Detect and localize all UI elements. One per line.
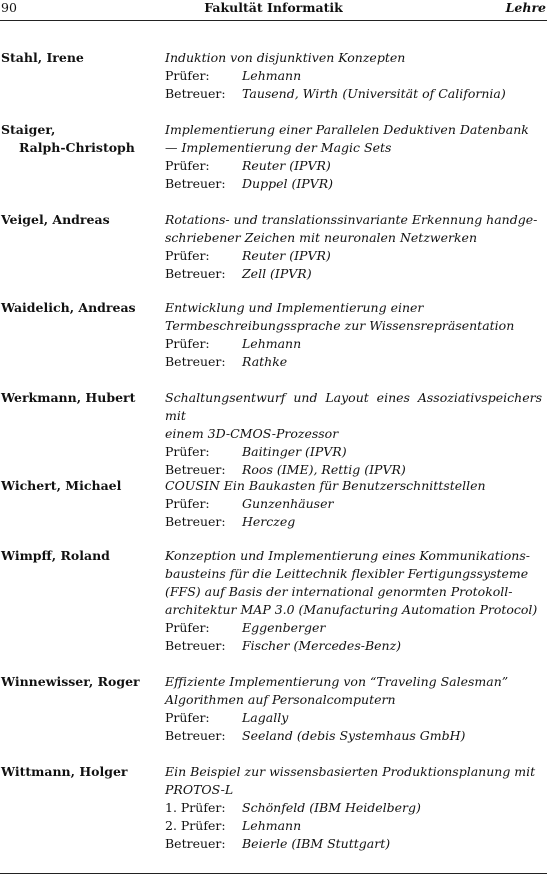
role-label: Prüfer: — [165, 444, 210, 459]
role-person: Schönfeld (IBM Heidelberg) — [242, 800, 421, 815]
thesis-title-line: Effiziente Implementierung von “Traveling Salesman” — [165, 674, 509, 689]
role-label: Betreuer: — [165, 462, 226, 477]
role-person: Reuter (IPVR) — [242, 248, 331, 263]
role-label: Prüfer: — [165, 710, 210, 725]
student-name-line: Waidelich, Andreas — [1, 300, 136, 315]
role-row — [165, 835, 542, 853]
role-row — [165, 619, 542, 637]
thesis-details — [165, 673, 542, 745]
role-person: Baitinger (IPVR) — [242, 444, 347, 459]
role-row — [165, 727, 542, 745]
role-row — [165, 335, 542, 353]
student-name-line: Veigel, Andreas — [1, 212, 110, 227]
student-name — [1, 547, 161, 565]
thesis-title-line: (FFS) auf Basis der international genormten Protokoll- — [165, 584, 513, 599]
role-row — [165, 353, 542, 371]
role-label: Prüfer: — [165, 68, 210, 83]
role-person: Lagally — [242, 710, 289, 725]
student-name-line: Stahl, Irene — [1, 50, 84, 65]
role-label: Prüfer: — [165, 158, 210, 173]
student-name-line: Wichert, Michael — [1, 478, 122, 493]
thesis-title-line: Schaltungsentwurf und Layout eines Assoziativspeichers mit — [165, 390, 542, 423]
thesis-details — [165, 299, 542, 371]
role-row — [165, 67, 542, 85]
thesis-title-line: PROTOS-L — [165, 782, 234, 797]
role-label: 1. Prüfer: — [165, 800, 226, 815]
role-label: Betreuer: — [165, 266, 226, 281]
section-title: Lehre — [505, 0, 546, 15]
role-row — [165, 513, 542, 531]
thesis-title-line: Rotations- und translationssinvariante Erkennung handge- — [165, 212, 538, 227]
role-person: Fischer (Mercedes-Benz) — [242, 638, 402, 653]
thesis-details — [165, 763, 542, 853]
student-name-line: Winnewisser, Roger — [1, 674, 140, 689]
role-person: Roos (IME), Rettig (IPVR) — [242, 462, 406, 477]
thesis-title-line: architektur MAP 3.0 (Manufacturing Automation Protocol) — [165, 602, 538, 617]
role-label: Betreuer: — [165, 354, 226, 369]
role-person: Lehmann — [242, 818, 302, 833]
thesis-title-line: schriebener Zeichen mit neuronalen Netzwerken — [165, 230, 477, 245]
role-row — [165, 817, 542, 835]
thesis-details — [165, 389, 542, 479]
student-name — [1, 389, 161, 407]
role-label: Prüfer: — [165, 248, 210, 263]
role-person: Duppel (IPVR) — [242, 176, 333, 191]
role-label: Prüfer: — [165, 496, 210, 511]
student-name-line: Werkmann, Hubert — [1, 390, 136, 405]
thesis-details — [165, 477, 542, 531]
role-label: 2. Prüfer: — [165, 818, 226, 833]
student-name — [1, 673, 161, 691]
student-name-line: Ralph-Christoph — [19, 140, 135, 155]
thesis-details — [165, 547, 542, 655]
thesis-title-line: Ein Beispiel zur wissensbasierten Produktionsplanung mit — [165, 764, 536, 779]
thesis-title-line: Induktion von disjunktiven Konzepten — [165, 50, 406, 65]
page-number: 90 — [1, 0, 17, 15]
role-person: Reuter (IPVR) — [242, 158, 331, 173]
student-name — [1, 121, 161, 157]
role-row — [165, 85, 542, 103]
thesis-title-line: — Implementierung der Magic Sets — [165, 140, 392, 155]
role-label: Prüfer: — [165, 336, 210, 351]
header-rule — [0, 20, 547, 21]
student-name-line: Staiger, — [1, 122, 56, 137]
role-row — [165, 157, 542, 175]
role-label: Prüfer: — [165, 620, 210, 635]
student-name — [1, 477, 161, 495]
thesis-details — [165, 211, 542, 283]
role-person: Rathke — [242, 354, 288, 369]
student-name-line: Wimpff, Roland — [1, 548, 110, 563]
role-row — [165, 637, 542, 655]
role-label: Betreuer: — [165, 638, 226, 653]
role-row — [165, 247, 542, 265]
role-person: Tausend, Wirth (Universität of California) — [242, 86, 506, 101]
thesis-title-line: einem 3D-CMOS-Prozessor — [165, 426, 339, 441]
role-label: Betreuer: — [165, 514, 226, 529]
page-header — [0, 0, 547, 22]
role-label: Betreuer: — [165, 728, 226, 743]
thesis-title-line: Termbeschreibungssprache zur Wissensrepräsentation — [165, 318, 515, 333]
role-person: Beierle (IBM Stuttgart) — [242, 836, 391, 851]
role-person: Zell (IPVR) — [242, 266, 312, 281]
role-person: Herczeg — [242, 514, 296, 529]
thesis-details — [165, 49, 542, 103]
role-person: Lehmann — [242, 336, 302, 351]
footer-rule — [0, 873, 547, 874]
thesis-title-line: Algorithmen auf Personalcomputern — [165, 692, 396, 707]
role-row — [165, 443, 542, 461]
role-row — [165, 799, 542, 817]
student-name — [1, 299, 161, 317]
role-row — [165, 495, 542, 513]
role-label: Betreuer: — [165, 176, 226, 191]
student-name — [1, 49, 161, 67]
role-row — [165, 175, 542, 193]
thesis-title-line: Entwicklung und Implementierung einer — [165, 300, 424, 315]
student-name — [1, 211, 161, 229]
role-label: Betreuer: — [165, 836, 226, 851]
thesis-title-line: Konzeption und Implementierung eines Kommunikations- — [165, 548, 530, 563]
student-name-line: Wittmann, Holger — [1, 764, 128, 779]
role-person: Seeland (debis Systemhaus GmbH) — [242, 728, 466, 743]
role-person: Gunzenhäuser — [242, 496, 334, 511]
thesis-title-line: bausteins für die Leittechnik flexibler Fertigungssysteme — [165, 566, 529, 581]
role-label: Betreuer: — [165, 86, 226, 101]
role-row — [165, 709, 542, 727]
role-person: Eggenberger — [242, 620, 326, 635]
student-name — [1, 763, 161, 781]
department-title: Fakultät Informatik — [204, 0, 343, 15]
thesis-details — [165, 121, 542, 193]
thesis-title-line: COUSIN Ein Baukasten für Benutzerschnittstellen — [165, 478, 486, 493]
role-person: Lehmann — [242, 68, 302, 83]
role-row — [165, 265, 542, 283]
thesis-title-line: Implementierung einer Parallelen Deduktiven Datenbank — [165, 122, 529, 137]
